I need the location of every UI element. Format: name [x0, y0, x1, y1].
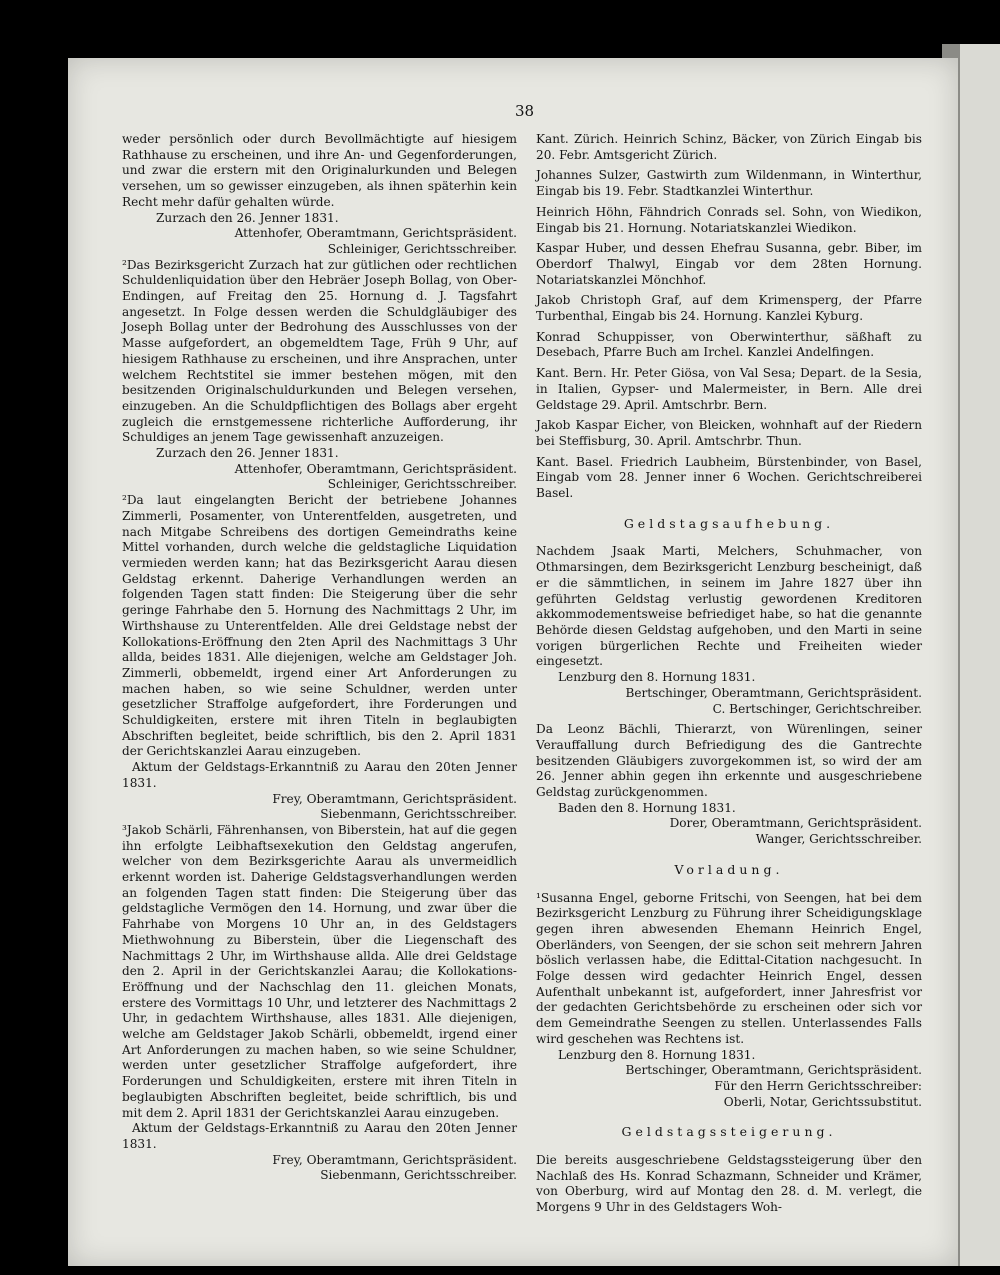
listing-entry: Kant. Bern. Hr. Peter Giösa, von Val Sesa; Depart. de la Sesia, in Italien, Gypser- und Malermeister, in Bern. Alle drei Geldstage 29. April. Amtschrbr. Bern.: [536, 366, 922, 412]
notice-schazmann: Die bereits ausgeschriebene Geldstagssteigerung über den Nachlaß des Hs. Konrad Schazmann, Schneider und Krämer, von Oberburg, wird auf Montag den 28. d. M. verlegt, die Morgens 9 Uhr in des Geldstagers Woh-: [536, 1153, 922, 1215]
listing-entry: Konrad Schuppisser, von Oberwinterthur, säßhaft zu Desebach, Pfarre Buch am Irchel. Kanzlei Andelfingen.: [536, 329, 922, 360]
left-column: [122, 132, 517, 1184]
page-number: 38: [515, 102, 535, 120]
notice-zimmerli: ²Da laut eingelangten Bericht der betriebene Johannes Zimmerli, Posamenter, von Unterentfelden, ausgetreten, und nach Mitgabe Schreibens des dortigen Gemeindraths keine Mittel vorhanden, durch welche die geldstagliche Liquidation vermieden werden kann; hat das Bezirksgericht Aarau diesen Geldstag erkennt. Daherige Verhandlungen werden an folgenden Tagen statt finden: Die Steigerung über die sehr geringe Fahrhabe den 5. Hornung des Nachmittags 2 Uhr, im Wirthshause zu Unterentfelden. Alle drei Geldstage nebst der Kollokations-Eröffnung den 2ten April des Nachmittags 3 Uhr allda, beides 1831. Alle diejenigen, welche am Geldstager Joh. Zimmerli, obbemeldt, irgend einer Art Anforderungen zu machen haben, so wie seine Schuldner, werden unter gesetzlicher Straffolge aufgefordert, ihre Forderungen und Schuldigkeiten, erstere mit ihren Titeln in beglaubigten Abschriften begleitet, beide schriftlich, bis den 2. April 1831 der Gerichtskanzlei Aarau einzugeben.: [122, 493, 517, 759]
signature-president: Dorer, Oberamtmann, Gerichtspräsident.: [669, 816, 922, 831]
listing-entry: Johannes Sulzer, Gastwirth zum Wildenmann, in Winterthur, Eingab bis 19. Febr. Stadtkanzlei Winterthur.: [536, 168, 922, 199]
notice-bollag: ²Das Bezirksgericht Zurzach hat zur gütlichen oder rechtlichen Schuldenliquidation über den Hebräer Joseph Bollag, von Ober-Endingen, auf Freitag den 25. Hornung d. J. Tagsfahrt angesetzt. In Folge dessen werden die Schuldgläubiger des Joseph Bollag unter der Bedrohung des Ausschlusses von der Masse aufgefordert, an obgemeldtem Tage, Früh 9 Uhr, auf hiesigem Rathhause zu erscheinen, und ihre Ansprachen, unter welchem Rechtstitel sie immer bestehen mögen, mit den besitzenden Originalschuldurkunden und Belegen versehen, einzugeben. An die Schuldpflichtigen des Bollags aber ergeht zugleich die ernstgemessene richterliche Aufforderung, ihr Schuldiges an jenem Tage gewissenhaft anzuzeigen.: [122, 257, 517, 445]
place-date: Aktum der Geldstags-Erkanntniß zu Aarau den 20ten Jenner 1831.: [122, 1121, 517, 1151]
signature-clerk-for: Für den Herrn Gerichtsschreiber:: [714, 1078, 922, 1093]
section-heading: Geldstagsaufhebung.: [623, 515, 835, 531]
listing-entry: Heinrich Höhn, Fähndrich Conrads sel. Sohn, von Wiedikon, Eingab bis 21. Hornung. Notariatskanzlei Wiedikon.: [536, 204, 922, 235]
signature-clerk: C. Bertschinger, Gerichtschreiber.: [712, 701, 922, 716]
notice-schaerli: ³Jakob Schärli, Fährenhansen, von Biberstein, hat auf die gegen ihn erfolgte Leibhaftsexekution den Geldstag angerufen, welcher von dem Bezirksgerichte Aarau als unvermeidlich erkennt worden ist. Daherige Geldstagsverhandlungen werden an folgenden Tagen statt finden: Die Steigerung über das geldstagliche Vermögen den 14. Hornung, und zwar über die Fahrhabe von Morgens 10 Uhr an, in des Geldstagers Miethwohnung zu Biberstein, über die Liegenschaft des Nachmittags 2 Uhr, im Wirthshause allda. Alle drei Geldstage den 2. April in der Gerichtskanzlei Aarau; die Kollokations-Eröffnung und der Nachschlag den 11. gleichen Monats, erstere des Vormittags 10 Uhr, und letzterer des Nachmittags 2 Uhr, in gedachtem Wirthshause, alles 1831. Alle diejenigen, welche am Geldstager Jakob Schärli, obbemeldt, irgend einer Art Anforderungen zu machen haben, so wie seine Schuldner, werden unter gesetzlicher Straffolge aufgefordert, ihre Forderungen und Schuldigkeiten, erstere mit ihren Titeln in beglaubigten Abschriften begleitet, beide schriftlich, bis und mit dem 2. April 1831 der Gerichtskanzlei Aarau einzugeben.: [122, 822, 517, 1120]
section-heading: Vorladung.: [674, 861, 784, 877]
signature-president: Frey, Oberamtmann, Gerichtspräsident.: [272, 791, 517, 806]
signature-clerk: Siebenmann, Gerichtsschreiber.: [320, 1168, 517, 1183]
adjacent-page-edge: [960, 44, 1000, 1266]
place-date: Zurzach den 26. Jenner 1831.: [156, 210, 339, 225]
section-heading: Geldstagssteigerung.: [621, 1124, 837, 1140]
place-date: Lenzburg den 8. Hornung 1831.: [558, 670, 756, 685]
listing-entry: Kant. Basel. Friedrich Laubheim, Bürstenbinder, von Basel, Eingab vom 28. Jenner inner 6 Wochen. Gerichtschreiberei Basel.: [536, 454, 922, 501]
listing-entry: Jakob Kaspar Eicher, von Bleicken, wohnhaft auf der Riedern bei Steffisburg, 30. April. Amtschrbr. Thun.: [536, 418, 922, 448]
notice-marti: Nachdem Jsaak Marti, Melchers, Schuhmacher, von Othmarsingen, dem Bezirksgericht Lenzburg bescheinigt, daß er die sämmtlichen, in seinem im Jahre 1827 über ihn geführten Geldstag verlustig gewordenen Kreditoren akkommodementsweise befriediget habe, so hat die genannte Behörde diesen Geldstag aufgehoben, und den Marti in seine vorigen bürgerlichen Rechte und Freiheiten wieder eingesetzt.: [536, 544, 922, 669]
notice-baechli: Da Leonz Bächli, Thierarzt, von Würenlingen, seiner Verauffallung durch Befriedigung des die Gantrechte besitzenden Gläubigers zuvorgekommen ist, so wird der am 26. Jenner abhin gegen ihn erkennte und ausgeschriebene Geldstag zurückgenommen.: [536, 722, 922, 800]
place-date: Aktum der Geldstags-Erkanntniß zu Aarau den 20ten Jenner 1831.: [122, 760, 517, 790]
signature-clerk: Siebenmann, Gerichtsschreiber.: [320, 807, 517, 822]
signature-president: Bertschinger, Oberamtmann, Gerichtspräsident.: [625, 1063, 922, 1078]
notice-engel: ¹Susanna Engel, geborne Fritschi, von Seengen, hat bei dem Bezirksgericht Lenzburg zu Führung ihrer Scheidigungsklage gegen ihren abwesenden Ehemann Heinrich Engel, Oberländers, von Seengen, der sie schon seit mehrern Jahren böslich verlassen habe, die Edittal-Citation nachgesucht. In Folge dessen wird gedachter Heinrich Engel, dessen Aufenthalt unbekannt ist, aufgefordert, inner Jahresfrist vor der gedachten Gerichtsbehörde zu erscheinen oder sich vor dem Gemeindrathe Seengen zu stellen. Unterlassendes Falls wird geschehen was Rechtens ist.: [536, 890, 922, 1046]
listing-entry: Kaspar Huber, und dessen Ehefrau Susanna, gebr. Biber, im Oberdorf Thalwyl, Eingab vor dem 28ten Hornung. Notariatskanzlei Mönchhof.: [536, 241, 922, 287]
signature-president: Attenhofer, Oberamtmann, Gerichtspräsident.: [234, 461, 517, 476]
signature-substitute: Oberli, Notar, Gerichtssubstitut.: [723, 1094, 922, 1109]
listing-entry: Kant. Zürich. Heinrich Schinz, Bäcker, von Zürich Eingab bis 20. Febr. Amtsgericht Zürich.: [536, 132, 922, 162]
signature-clerk: Wanger, Gerichtsschreiber.: [755, 832, 922, 847]
right-column: [536, 132, 922, 1216]
signature-clerk: Schleiniger, Gerichtsschreiber.: [327, 477, 517, 492]
place-date: Lenzburg den 8. Hornung 1831.: [558, 1047, 756, 1062]
signature-president: Attenhofer, Oberamtmann, Gerichtspräsident.: [234, 226, 517, 241]
listing-entry: Jakob Christoph Graf, auf dem Krimensperg, der Pfarre Turbenthal, Eingab bis 24. Hornung. Kanzlei Kyburg.: [536, 293, 922, 324]
signature-president: Frey, Oberamtmann, Gerichtspräsident.: [272, 1152, 517, 1167]
place-date: Baden den 8. Hornung 1831.: [558, 800, 736, 815]
notice-continuation: weder persönlich oder durch Bevollmächtigte auf hiesigem Rathhause zu erscheinen, und ihre An- und Gegenforderungen, und zwar die erstern mit den Originalurkunden und Belegen versehen, um so gewisser einzugeben, als ihnen späterhin kein Recht mehr dafür gehalten würde.: [122, 132, 517, 209]
signature-clerk: Schleiniger, Gerichtsschreiber.: [327, 241, 517, 256]
place-date: Zurzach den 26. Jenner 1831.: [156, 446, 339, 461]
signature-president: Bertschinger, Oberamtmann, Gerichtspräsident.: [625, 685, 922, 700]
